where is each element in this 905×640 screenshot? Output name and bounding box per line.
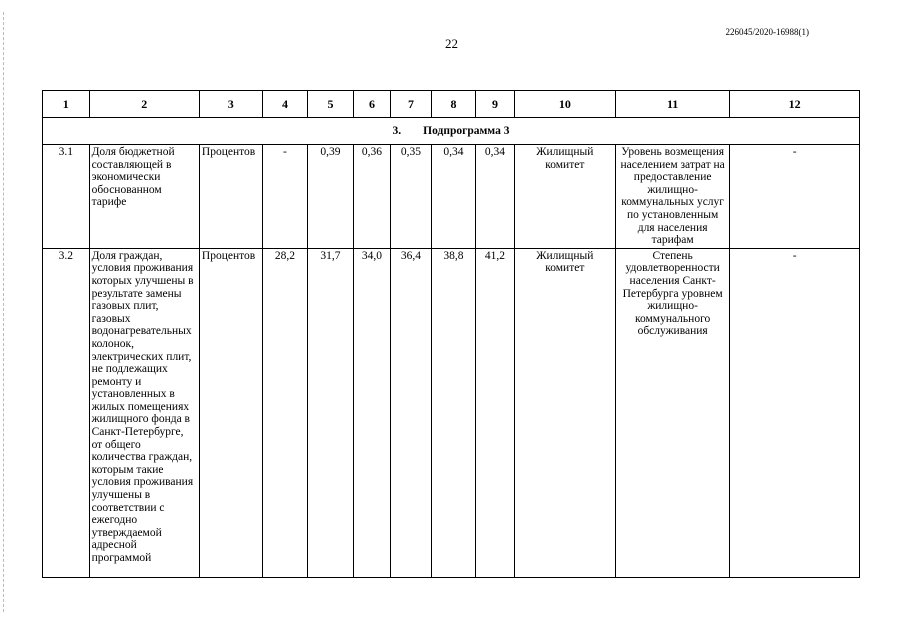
document-id: 226045/2020-16988(1) [725, 27, 809, 37]
page-number: 22 [445, 36, 458, 51]
column-header: 5 [308, 91, 354, 118]
value-cell: 0,34 [476, 145, 514, 249]
value-cell: 31,7 [308, 248, 354, 577]
column-header: 4 [262, 91, 308, 118]
goal-indicator-cell: Уровень возмещения населением затрат на предоставление жилищно-коммунальных услуг по установленным для населения тарифам [615, 145, 729, 249]
indicator-name: Доля граждан, условия проживания которых улучшены в результате замены газовых плит, газовых водонагревательных колонок, электрических плит, не подлежащих ремонту и установленных в жилых помещениях жилищного фонда в Санкт-Петербурге, от общего количества граждан, которым такие условия проживания улучшены в соответствии с ежегодно утверждаемой адресной программой [89, 248, 199, 577]
responsible-cell: Жилищный комитет [514, 248, 615, 577]
column-header: 3 [199, 91, 262, 118]
column-header: 11 [615, 91, 729, 118]
row-code: 3.2 [43, 248, 90, 577]
page-edge-mark [3, 12, 5, 612]
value-cell: 41,2 [476, 248, 514, 577]
table-row [43, 248, 860, 577]
row-code: 3.1 [43, 145, 90, 249]
value-cell: 0,34 [431, 145, 476, 249]
indicator-name: Доля бюджетной составляющей в экономически обоснованном тарифе [89, 145, 199, 249]
value-cell: - [262, 145, 308, 249]
column-header: 6 [353, 91, 390, 118]
column-header: 12 [730, 91, 860, 118]
note-cell: - [730, 145, 860, 249]
subprogram-number: 3. [392, 124, 402, 137]
column-header: 10 [514, 91, 615, 118]
note-cell: - [730, 248, 860, 577]
value-cell: 34,0 [353, 248, 390, 577]
value-cell: 36,4 [391, 248, 431, 577]
value-cell: 38,8 [431, 248, 476, 577]
subprogram-row [43, 118, 860, 145]
responsible-cell: Жилищный комитет [514, 145, 615, 249]
column-header: 7 [391, 91, 431, 118]
table-row [43, 145, 860, 249]
column-header: 2 [89, 91, 199, 118]
column-header: 8 [431, 91, 476, 118]
value-cell: 0,36 [353, 145, 390, 249]
unit-cell: Процентов [199, 248, 262, 577]
value-cell: 0,35 [391, 145, 431, 249]
value-cell: 0,39 [308, 145, 354, 249]
subprogram-title-cell [43, 118, 860, 145]
subprogram-title: Подпрограмма 3 [423, 124, 510, 137]
column-number-row [43, 91, 860, 118]
column-header: 1 [43, 91, 90, 118]
value-cell: 28,2 [262, 248, 308, 577]
indicators-table [42, 90, 860, 578]
goal-indicator-cell: Степень удовлетворенности населения Санкт-Петербурга уровнем жилищно-коммунального обслуживания [615, 248, 729, 577]
unit-cell: Процентов [199, 145, 262, 249]
column-header: 9 [476, 91, 514, 118]
